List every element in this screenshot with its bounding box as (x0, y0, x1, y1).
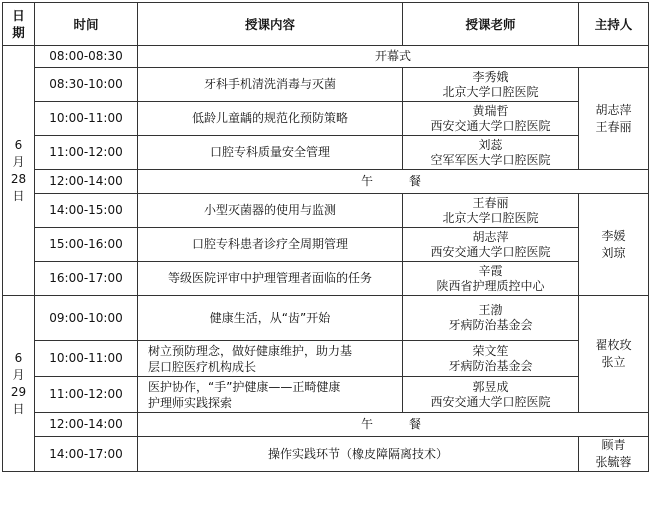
content-cell: 小型灭菌器的使用与监测 (138, 194, 403, 228)
teacher-cell: 辛霞 陕西省护理质控中心 (403, 262, 579, 296)
table-row (3, 377, 649, 413)
table-row (3, 262, 649, 296)
teacher-cell: 胡志萍 西安交通大学口腔医院 (403, 228, 579, 262)
teacher-cell: 荣文笙 牙病防治基金会 (403, 341, 579, 377)
table-row (3, 68, 649, 102)
time-cell: 12:00-14:00 (35, 413, 138, 437)
time-cell: 12:00-14:00 (35, 170, 138, 194)
table-row (3, 46, 649, 68)
content-cell: 树立预防理念，做好健康维护，助力基 层口腔医疗机构成长 (138, 341, 403, 377)
table-row (3, 437, 649, 472)
content-cell: 牙科手机清洗消毒与灭菌 (138, 68, 403, 102)
table-row (3, 413, 649, 437)
time-cell: 09:00-10:00 (35, 296, 138, 341)
teacher-cell: 刘蕊 空军军医大学口腔医院 (403, 136, 579, 170)
table-row (3, 170, 649, 194)
time-cell: 08:00-08:30 (35, 46, 138, 68)
time-cell: 08:30-10:00 (35, 68, 138, 102)
time-cell: 11:00-12:00 (35, 377, 138, 413)
teacher-cell: 李秀娥 北京大学口腔医院 (403, 68, 579, 102)
header-row (3, 3, 649, 46)
table-row (3, 136, 649, 170)
time-cell: 14:00-17:00 (35, 437, 138, 472)
teacher-cell: 王渤 牙病防治基金会 (403, 296, 579, 341)
content-cell: 口腔专科患者诊疗全周期管理 (138, 228, 403, 262)
date-cell-day2: 6 月 29 日 (3, 296, 35, 472)
content-cell: 健康生活，从“齿”开始 (138, 296, 403, 341)
content-cell: 开幕式 (138, 46, 649, 68)
table-row (3, 102, 649, 136)
content-cell: 等级医院评审中护理管理者面临的任务 (138, 262, 403, 296)
header-date: 日 期 (3, 3, 35, 46)
time-cell: 10:00-11:00 (35, 102, 138, 136)
lunch-cell: 午 餐 (138, 170, 649, 194)
header-host: 主持人 (579, 3, 649, 46)
content-cell: 低龄儿童龋的规范化预防策略 (138, 102, 403, 136)
host-cell: 顾青 张毓蓉 (579, 437, 649, 472)
table-row (3, 228, 649, 262)
teacher-cell: 郭昱成 西安交通大学口腔医院 (403, 377, 579, 413)
header-teacher: 授课老师 (403, 3, 579, 46)
time-cell: 10:00-11:00 (35, 341, 138, 377)
schedule-table (2, 2, 649, 472)
host-cell: 胡志萍 王春丽 (579, 68, 649, 170)
content-cell: 操作实践环节（橡皮障隔离技术） (138, 437, 579, 472)
time-cell: 14:00-15:00 (35, 194, 138, 228)
teacher-cell: 黄瑞哲 西安交通大学口腔医院 (403, 102, 579, 136)
host-cell: 李媛 刘琼 (579, 194, 649, 296)
date-cell-day1: 6 月 28 日 (3, 46, 35, 296)
content-cell: 口腔专科质量安全管理 (138, 136, 403, 170)
header-content: 授课内容 (138, 3, 403, 46)
time-cell: 16:00-17:00 (35, 262, 138, 296)
header-time: 时间 (35, 3, 138, 46)
teacher-cell: 王春丽 北京大学口腔医院 (403, 194, 579, 228)
schedule-sheet (2, 2, 648, 502)
time-cell: 11:00-12:00 (35, 136, 138, 170)
table-row (3, 341, 649, 377)
content-cell: 医护协作，“手”护健康——正畸健康 护理师实践探索 (138, 377, 403, 413)
table-row (3, 194, 649, 228)
host-cell: 翟枚玫 张立 (579, 296, 649, 413)
time-cell: 15:00-16:00 (35, 228, 138, 262)
table-row (3, 296, 649, 341)
lunch-cell: 午 餐 (138, 413, 649, 437)
